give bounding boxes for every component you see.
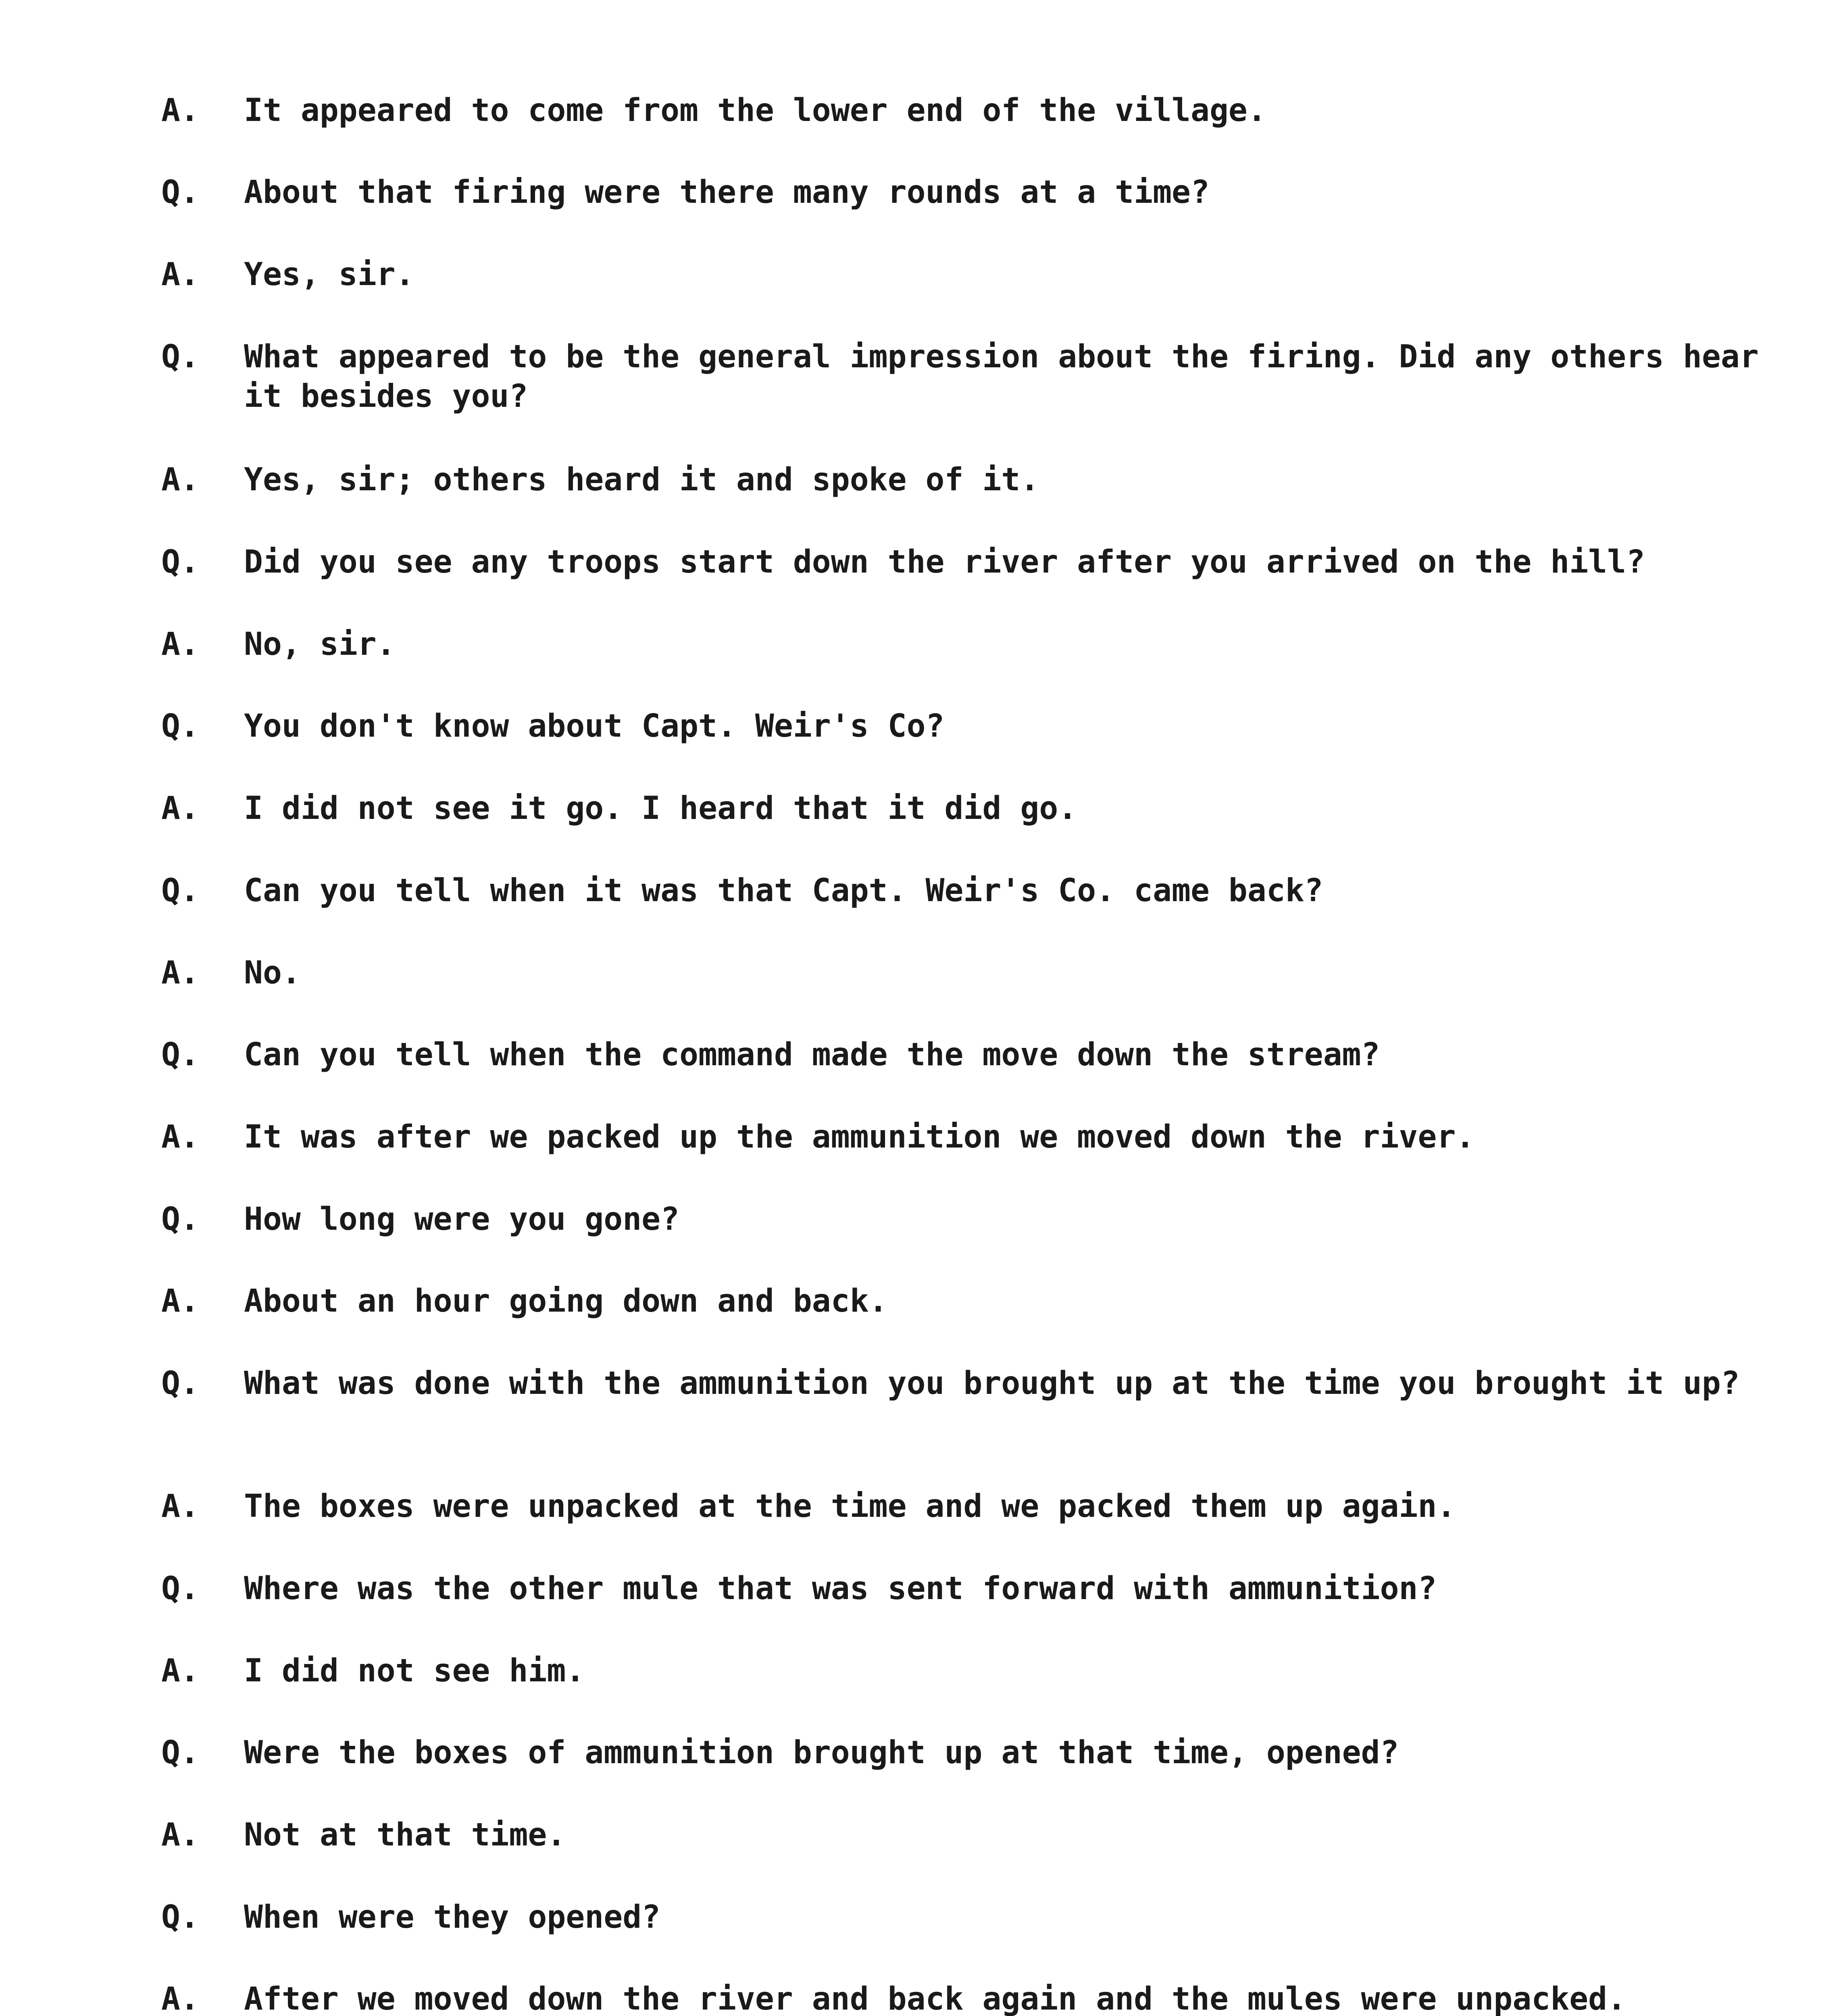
speaker-label: A. <box>161 462 199 498</box>
speaker-label: Q. <box>161 873 199 909</box>
speaker-label: Q. <box>161 1570 199 1607</box>
speaker-label: A. <box>161 1981 199 2016</box>
speaker-label: A. <box>161 1283 199 1319</box>
entry-text: The boxes were unpacked at the time and we packed them up again. <box>244 1488 1456 1524</box>
speaker-label: A. <box>161 256 199 293</box>
entry-text: When were they opened? <box>244 1899 661 1935</box>
speaker-label: A. <box>161 790 199 827</box>
speaker-label: Q. <box>161 339 199 375</box>
entry-text: Can you tell when the command made the move down the stream? <box>244 1037 1380 1073</box>
speaker-label: Q. <box>161 1365 199 1402</box>
speaker-label: Q. <box>161 1735 199 1771</box>
entry-text: About an hour going down and back. <box>244 1283 888 1319</box>
entry-text: Were the boxes of ammunition brought up at that time, opened? <box>244 1735 1399 1771</box>
entry-text: It was after we packed up the ammunition we moved down the river. <box>244 1119 1475 1155</box>
speaker-label: Q. <box>161 708 199 744</box>
entry-text: I did not see it go. I heard that it did go. <box>244 790 1077 827</box>
speaker-label: Q. <box>161 544 199 580</box>
entry-text: You don't know about Capt. Weir's Co? <box>244 708 945 744</box>
speaker-label: Q. <box>161 174 199 210</box>
speaker-label: Q. <box>161 1201 199 1237</box>
entry-text: How long were you gone? <box>244 1201 680 1237</box>
speaker-label: A. <box>161 1817 199 1853</box>
speaker-label: A. <box>161 1119 199 1155</box>
entry-text: Where was the other mule that was sent forward with ammunition? <box>244 1570 1437 1607</box>
entry-text: No. <box>244 955 301 991</box>
speaker-label: A. <box>161 1488 199 1524</box>
entry-text: After we moved down the river and back again and the mules were unpacked. <box>244 1981 1626 2016</box>
entry-text: Yes, sir. <box>244 256 414 293</box>
speaker-label: Q. <box>161 1037 199 1073</box>
speaker-label: A. <box>161 92 199 129</box>
speaker-label: A. <box>161 626 199 662</box>
entry-text: It appeared to come from the lower end of the village. <box>244 92 1266 129</box>
entry-text: Can you tell when it was that Capt. Weir's Co. came back? <box>244 873 1323 909</box>
entry-text: Yes, sir; others heard it and spoke of it. <box>244 462 1039 498</box>
speaker-label: A. <box>161 955 199 991</box>
entry-text: Did you see any troops start down the river after you arrived on the hill? <box>244 544 1645 580</box>
entry-text: About that firing were there many rounds at a time? <box>244 174 1210 210</box>
entry-text: Not at that time. <box>244 1817 566 1853</box>
entry-text: No, sir. <box>244 626 396 662</box>
speaker-label: A. <box>161 1653 199 1689</box>
entry-text: What was done with the ammunition you brought up at the time you brought it up? <box>244 1365 1740 1402</box>
entry-text: What appeared to be the general impression about the firing. Did any others hear it besides you? <box>244 339 1759 414</box>
entry-text: I did not see him. <box>244 1653 585 1689</box>
speaker-label: Q. <box>161 1899 199 1935</box>
